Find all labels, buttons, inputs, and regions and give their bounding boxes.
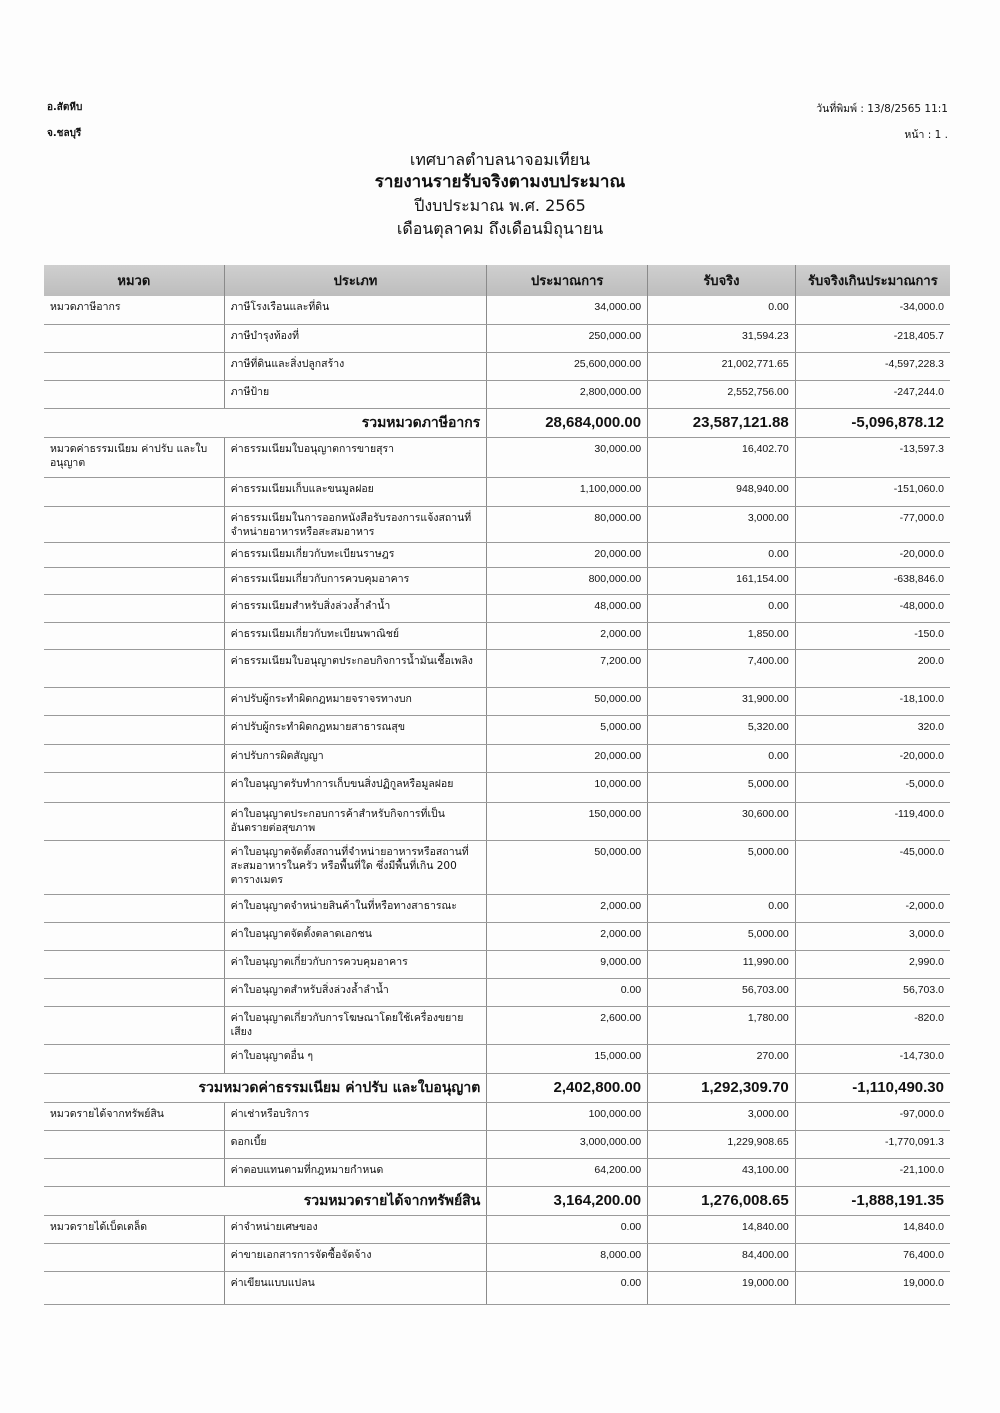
table-row [44, 594, 950, 622]
actual-cell: 5,000.00 [648, 772, 796, 802]
estimate-cell: 5,000.00 [487, 715, 648, 744]
subtotal-row [44, 408, 950, 437]
category-cell: หมวดค่าธรรมเนียม ค่าปรับ และใบอนุญาต [44, 437, 224, 477]
type-cell: ค่าปรับผู้กระทำผิดกฎหมายจราจรทางบก [224, 687, 487, 715]
table-row [44, 950, 950, 978]
type-cell: ภาษีป้าย [224, 380, 487, 408]
over-estimate-cell: -21,100.0 [795, 1158, 950, 1186]
estimate-cell: 0.00 [487, 1215, 648, 1243]
table-header-row [44, 265, 950, 296]
estimate-cell: 0.00 [487, 1271, 648, 1304]
table-row [44, 1215, 950, 1243]
table-body [44, 296, 950, 1304]
actual-cell: 270.00 [648, 1044, 796, 1073]
type-cell: ค่าธรรมเนียมเก็บและขนมูลฝอย [224, 477, 487, 506]
estimate-cell: 20,000.00 [487, 542, 648, 567]
actual-cell: 31,900.00 [648, 687, 796, 715]
estimate-cell: 50,000.00 [487, 840, 648, 894]
table-row [44, 296, 950, 324]
type-cell: ค่าใบอนุญาตเกี่ยวกับการควบคุมอาคาร [224, 950, 487, 978]
table-row [44, 622, 950, 649]
table-row [44, 1271, 950, 1304]
estimate-cell: 2,000.00 [487, 622, 648, 649]
estimate-cell: 25,600,000.00 [487, 352, 648, 380]
actual-cell: 1,229,908.65 [648, 1130, 796, 1158]
type-cell: ค่าใบอนุญาตจำหน่ายสินค้าในที่หรือทางสาธารณะ [224, 894, 487, 922]
table-row [44, 1158, 950, 1186]
revenue-table [44, 265, 950, 1305]
table-row [44, 477, 950, 506]
actual-cell: 5,320.00 [648, 715, 796, 744]
type-cell: ค่าเช่าหรือบริการ [224, 1102, 487, 1130]
over-estimate-cell: -34,000.0 [795, 296, 950, 324]
type-cell: ค่าใบอนุญาตประกอบการค้าสำหรับกิจการที่เป็นอันตรายต่อสุขภาพ [224, 802, 487, 840]
actual-cell: 3,000.00 [648, 1102, 796, 1130]
category-cell [44, 324, 224, 352]
category-cell [44, 950, 224, 978]
type-cell: ภาษีที่ดินและสิ่งปลูกสร้าง [224, 352, 487, 380]
type-cell: ค่าปรับผู้กระทำผิดกฎหมายสาธารณสุข [224, 715, 487, 744]
category-cell [44, 1271, 224, 1304]
table-row [44, 324, 950, 352]
actual-cell: 3,000.00 [648, 506, 796, 542]
table-row [44, 506, 950, 542]
estimate-cell: 2,600.00 [487, 1006, 648, 1044]
category-cell: หมวดภาษีอากร [44, 296, 224, 324]
over-estimate-cell: 76,400.0 [795, 1243, 950, 1271]
estimate-cell: 2,000.00 [487, 922, 648, 950]
table-row [44, 1243, 950, 1271]
actual-cell: 0.00 [648, 894, 796, 922]
estimate-cell: 3,164,200.00 [487, 1186, 648, 1215]
category-cell [44, 802, 224, 840]
category-cell: หมวดรายได้จากทรัพย์สิน [44, 1102, 224, 1130]
type-cell: ค่าธรรมเนียมเกี่ยวกับการควบคุมอาคาร [224, 567, 487, 594]
estimate-cell: 28,684,000.00 [487, 408, 648, 437]
subtotal-row [44, 1186, 950, 1215]
category-cell [44, 506, 224, 542]
table-row [44, 1044, 950, 1073]
column-header-category: หมวด [44, 265, 224, 296]
over-estimate-cell: -20,000.0 [795, 744, 950, 772]
category-cell [44, 772, 224, 802]
type-cell: ค่าใบอนุญาตสำหรับสิ่งล่วงล้ำลำน้ำ [224, 978, 487, 1006]
type-cell: ค่าธรรมเนียมเกี่ยวกับทะเบียนพาณิชย์ [224, 622, 487, 649]
category-cell [44, 840, 224, 894]
type-cell: ค่าใบอนุญาตจัดตั้งสถานที่จำหน่ายอาหารหรือสถานที่สะสมอาหารในครัว หรือพื้นที่ใด ซึ่งมีพื้นที่เกิน 200 ตารางเมตร [224, 840, 487, 894]
type-cell: ค่าเขียนแบบแปลน [224, 1271, 487, 1304]
estimate-cell: 1,100,000.00 [487, 477, 648, 506]
actual-cell: 948,940.00 [648, 477, 796, 506]
estimate-cell: 800,000.00 [487, 567, 648, 594]
actual-cell: 56,703.00 [648, 978, 796, 1006]
actual-cell: 0.00 [648, 296, 796, 324]
over-estimate-cell: -18,100.0 [795, 687, 950, 715]
over-estimate-cell: -48,000.0 [795, 594, 950, 622]
over-estimate-cell: -5,000.0 [795, 772, 950, 802]
over-estimate-cell: 3,000.0 [795, 922, 950, 950]
actual-cell: 0.00 [648, 542, 796, 567]
over-estimate-cell: -150.0 [795, 622, 950, 649]
over-estimate-cell: -638,846.0 [795, 567, 950, 594]
table-row [44, 840, 950, 894]
category-cell [44, 922, 224, 950]
actual-cell: 0.00 [648, 594, 796, 622]
fiscal-year: ปีงบประมาณ พ.ศ. 2565 [414, 196, 586, 215]
category-cell [44, 978, 224, 1006]
actual-cell: 16,402.70 [648, 437, 796, 477]
type-cell: ค่าธรรมเนียมใบอนุญาตประกอบกิจการน้ำมันเชื้อเพลิง [224, 649, 487, 687]
category-cell [44, 715, 224, 744]
type-cell: ค่าตอบแทนตามที่กฎหมายกำหนด [224, 1158, 487, 1186]
table-row [44, 715, 950, 744]
type-cell: ค่าธรรมเนียมสำหรับสิ่งล่วงล้ำลำน้ำ [224, 594, 487, 622]
over-estimate-cell: -2,000.0 [795, 894, 950, 922]
category-cell [44, 477, 224, 506]
table-row [44, 352, 950, 380]
estimate-cell: 150,000.00 [487, 802, 648, 840]
actual-cell: 1,780.00 [648, 1006, 796, 1044]
estimate-cell: 20,000.00 [487, 744, 648, 772]
actual-cell: 1,850.00 [648, 622, 796, 649]
over-estimate-cell: -1,888,191.35 [795, 1186, 950, 1215]
district-label: อ.สัตหีบ [47, 102, 83, 113]
report-period: เดือนตุลาคม ถึงเดือนมิถุนายน [396, 219, 604, 238]
type-cell: ค่าใบอนุญาตรับทำการเก็บขนสิ่งปฏิกูลหรือมูลฝอย [224, 772, 487, 802]
table-row [44, 437, 950, 477]
estimate-cell: 8,000.00 [487, 1243, 648, 1271]
table-row [44, 744, 950, 772]
table-row [44, 978, 950, 1006]
category-cell [44, 687, 224, 715]
over-estimate-cell: -4,597,228.3 [795, 352, 950, 380]
type-cell: ค่าใบอนุญาตเกี่ยวกับการโฆษณาโดยใช้เครื่องขยายเสียง [224, 1006, 487, 1044]
category-cell [44, 1006, 224, 1044]
table-row [44, 772, 950, 802]
type-cell: ค่าใบอนุญาตจัดตั้งตลาดเอกชน [224, 922, 487, 950]
actual-cell: 161,154.00 [648, 567, 796, 594]
print-date: วันที่พิมพ์ : 13/8/2565 11:1 [816, 103, 948, 115]
report-titles [0, 148, 1000, 240]
actual-cell: 23,587,121.88 [648, 408, 796, 437]
type-cell: ค่าธรรมเนียมในการออกหนังสือรับรองการแจ้งสถานที่จำหน่ายอาหารหรือสะสมอาหาร [224, 506, 487, 542]
category-cell [44, 594, 224, 622]
category-cell [44, 542, 224, 567]
over-estimate-cell: 14,840.0 [795, 1215, 950, 1243]
over-estimate-cell: 56,703.0 [795, 978, 950, 1006]
table-row [44, 922, 950, 950]
over-estimate-cell: -97,000.0 [795, 1102, 950, 1130]
actual-cell: 43,100.00 [648, 1158, 796, 1186]
over-estimate-cell: -45,000.0 [795, 840, 950, 894]
over-estimate-cell: -1,110,490.30 [795, 1073, 950, 1102]
type-cell: ค่าปรับการผิดสัญญา [224, 744, 487, 772]
type-cell: ภาษีโรงเรือนและที่ดิน [224, 296, 487, 324]
estimate-cell: 2,000.00 [487, 894, 648, 922]
estimate-cell: 80,000.00 [487, 506, 648, 542]
estimate-cell: 64,200.00 [487, 1158, 648, 1186]
type-cell: ค่าขายเอกสารการจัดซื้อจัดจ้าง [224, 1243, 487, 1271]
category-cell [44, 744, 224, 772]
over-estimate-cell: -77,000.0 [795, 506, 950, 542]
estimate-cell: 50,000.00 [487, 687, 648, 715]
actual-cell: 30,600.00 [648, 802, 796, 840]
actual-cell: 1,276,008.65 [648, 1186, 796, 1215]
category-cell [44, 1243, 224, 1271]
over-estimate-cell: -13,597.3 [795, 437, 950, 477]
estimate-cell: 15,000.00 [487, 1044, 648, 1073]
over-estimate-cell: 320.0 [795, 715, 950, 744]
over-estimate-cell: -218,405.7 [795, 324, 950, 352]
over-estimate-cell: -5,096,878.12 [795, 408, 950, 437]
subtotal-label: รวมหมวดภาษีอากร [44, 408, 487, 437]
organization-name: เทศบาลตำบลนาจอมเทียน [409, 150, 591, 169]
table-row [44, 894, 950, 922]
actual-cell: 84,400.00 [648, 1243, 796, 1271]
type-cell: ค่าจำหน่ายเศษของ [224, 1215, 487, 1243]
actual-cell: 31,594.23 [648, 324, 796, 352]
category-cell: หมวดรายได้เบ็ดเตล็ด [44, 1215, 224, 1243]
type-cell: ค่าใบอนุญาตอื่น ๆ [224, 1044, 487, 1073]
over-estimate-cell: 2,990.0 [795, 950, 950, 978]
estimate-cell: 7,200.00 [487, 649, 648, 687]
estimate-cell: 10,000.00 [487, 772, 648, 802]
subtotal-row [44, 1073, 950, 1102]
actual-cell: 0.00 [648, 744, 796, 772]
type-cell: ดอกเบี้ย [224, 1130, 487, 1158]
estimate-cell: 9,000.00 [487, 950, 648, 978]
column-header-over-estimate: รับจริงเกินประมาณการ [795, 265, 950, 296]
table-row [44, 687, 950, 715]
over-estimate-cell: -20,000.0 [795, 542, 950, 567]
column-header-actual: รับจริง [648, 265, 796, 296]
table-row [44, 380, 950, 408]
category-cell [44, 894, 224, 922]
over-estimate-cell: 200.0 [795, 649, 950, 687]
actual-cell: 2,552,756.00 [648, 380, 796, 408]
table-row [44, 542, 950, 567]
estimate-cell: 250,000.00 [487, 324, 648, 352]
subtotal-label: รวมหมวดรายได้จากทรัพย์สิน [44, 1186, 487, 1215]
category-cell [44, 649, 224, 687]
subtotal-label: รวมหมวดค่าธรรมเนียม ค่าปรับ และใบอนุญาต [44, 1073, 487, 1102]
table-row [44, 649, 950, 687]
estimate-cell: 2,800,000.00 [487, 380, 648, 408]
actual-cell: 14,840.00 [648, 1215, 796, 1243]
table-row [44, 1102, 950, 1130]
page-number: หน้า : 1 . [904, 129, 948, 141]
over-estimate-cell: -1,770,091.3 [795, 1130, 950, 1158]
estimate-cell: 30,000.00 [487, 437, 648, 477]
actual-cell: 5,000.00 [648, 922, 796, 950]
type-cell: ค่าธรรมเนียมใบอนุญาตการขายสุรา [224, 437, 487, 477]
table-row [44, 1130, 950, 1158]
category-cell [44, 1044, 224, 1073]
estimate-cell: 3,000,000.00 [487, 1130, 648, 1158]
estimate-cell: 34,000.00 [487, 296, 648, 324]
actual-cell: 19,000.00 [648, 1271, 796, 1304]
column-header-estimate: ประมาณการ [487, 265, 648, 296]
estimate-cell: 48,000.00 [487, 594, 648, 622]
type-cell: ค่าธรรมเนียมเกี่ยวกับทะเบียนราษฎร [224, 542, 487, 567]
category-cell [44, 567, 224, 594]
table-row [44, 567, 950, 594]
category-cell [44, 1158, 224, 1186]
actual-cell: 11,990.00 [648, 950, 796, 978]
over-estimate-cell: 19,000.0 [795, 1271, 950, 1304]
estimate-cell: 2,402,800.00 [487, 1073, 648, 1102]
actual-cell: 5,000.00 [648, 840, 796, 894]
actual-cell: 1,292,309.70 [648, 1073, 796, 1102]
category-cell [44, 622, 224, 649]
category-cell [44, 352, 224, 380]
over-estimate-cell: -119,400.0 [795, 802, 950, 840]
estimate-cell: 100,000.00 [487, 1102, 648, 1130]
estimate-cell: 0.00 [487, 978, 648, 1006]
over-estimate-cell: -247,244.0 [795, 380, 950, 408]
actual-cell: 7,400.00 [648, 649, 796, 687]
category-cell [44, 380, 224, 408]
table-row [44, 802, 950, 840]
report-title: รายงานรายรับจริงตามงบประมาณ [374, 172, 626, 192]
province-label: จ.ชลบุรี [47, 128, 82, 139]
over-estimate-cell: -151,060.0 [795, 477, 950, 506]
over-estimate-cell: -820.0 [795, 1006, 950, 1044]
actual-cell: 21,002,771.65 [648, 352, 796, 380]
over-estimate-cell: -14,730.0 [795, 1044, 950, 1073]
column-header-type: ประเภท [224, 265, 487, 296]
category-cell [44, 1130, 224, 1158]
table-row [44, 1006, 950, 1044]
type-cell: ภาษีบำรุงท้องที่ [224, 324, 487, 352]
